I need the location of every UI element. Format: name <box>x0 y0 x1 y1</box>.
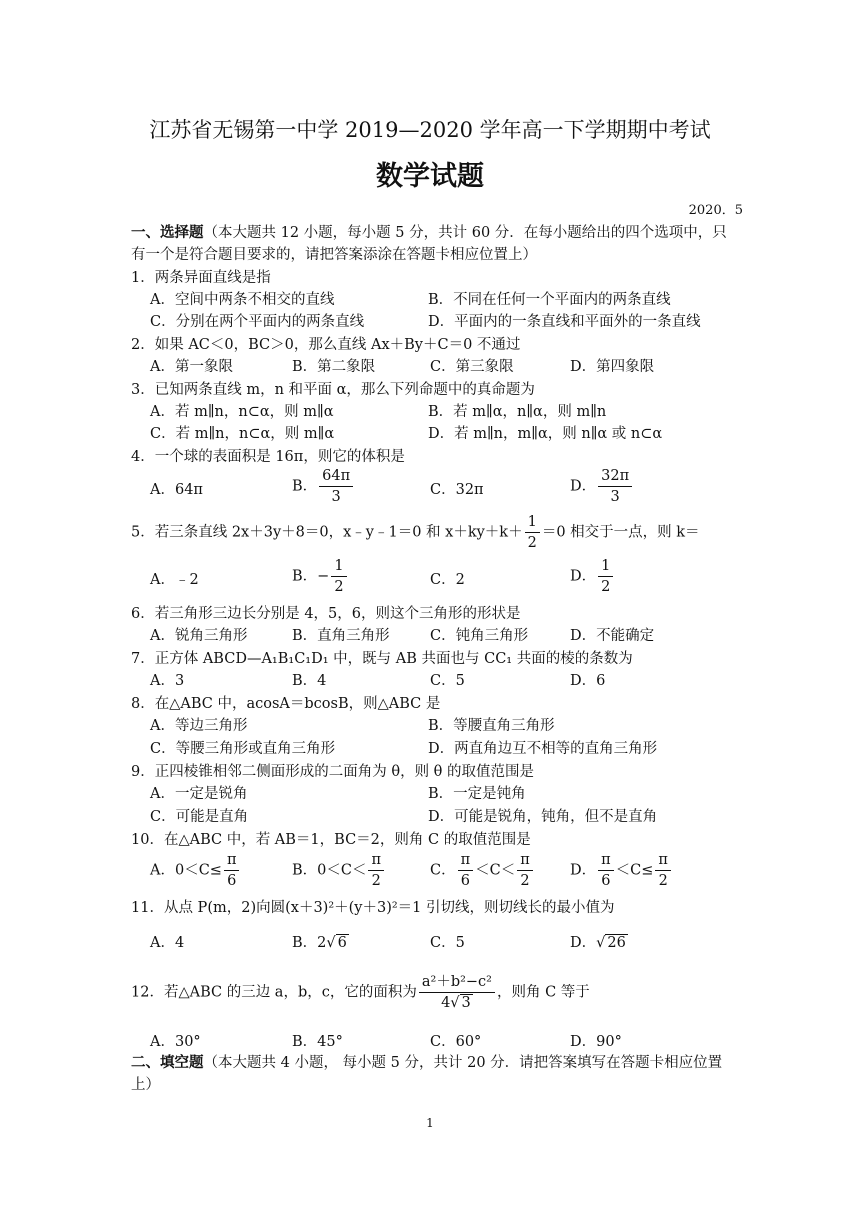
q2-option-b: B．第二象限 <box>292 359 376 375</box>
q7-stem: 7．正方体 ABCD—A₁B₁C₁D₁ 中，既与 AB 共面也与 CC₁ 共面的棱的条数为 <box>131 651 633 667</box>
q4-option-d: D． $\frac{32\pi}{3}$ <box>570 466 634 507</box>
q9-stem: 9．正四棱锥相邻二侧面形成的二面角为 θ，则 θ 的取值范围是 <box>131 764 535 780</box>
q1-option-c: C．分别在两个平面内的两条直线 <box>150 314 365 330</box>
q10-option-a: A．0＜C≤ $\frac{\pi}{6}$ <box>150 850 241 891</box>
q6-stem: 6．若三角形三边长分别是 4，5，6，则这个三角形的形状是 <box>131 606 521 622</box>
q5-option-b: B．− $\frac{1}{2}$ <box>292 556 349 597</box>
q7-option-b: B．4 <box>292 673 327 689</box>
q11-option-a: A．4 <box>150 935 185 951</box>
fraction: $\frac{1}{2}$ <box>598 556 613 597</box>
fraction: $\frac{1}{2}$ <box>331 556 346 597</box>
q10-option-c: C． $\frac{\pi}{6}$ ＜C＜ $\frac{\pi}{2}$ <box>430 850 535 891</box>
fraction: $\frac{\pi}{6}$ <box>598 850 614 891</box>
fraction: $\frac{\text{a²＋b²−c²}}{4√ 3}$ <box>419 972 495 1013</box>
q8-option-c: C．等腰三角形或直角三角形 <box>150 741 336 757</box>
q12-option-c: C．60° <box>430 1034 482 1050</box>
fraction: $\frac{\pi}{6}$ <box>224 850 240 891</box>
q1-option-d: D．平面内的一条直线和平面外的一条直线 <box>428 314 701 330</box>
q11-option-c: C．5 <box>430 935 465 951</box>
fraction: $\frac{\pi}{2}$ <box>368 850 384 891</box>
exam-title: 江苏省无锡第一中学 2019—2020 学年高一下学期期中考试 <box>149 118 711 142</box>
fraction: $\frac{\pi}{2}$ <box>655 850 671 891</box>
q4-option-c: C．32π <box>430 482 484 498</box>
q5-option-d: D． $\frac{1}{2}$ <box>570 556 615 597</box>
q1-stem: 1．两条异面直线是指 <box>131 270 271 286</box>
exam-subtitle: 数学试题 <box>376 161 484 192</box>
page-number: 1 <box>426 1116 434 1130</box>
q12-option-a: A．30° <box>150 1034 201 1050</box>
q6-option-c: C．钝角三角形 <box>430 628 529 644</box>
q3-option-b: B．若 m∥α，n∥α，则 m∥n <box>428 404 607 420</box>
q10-option-d: D． $\frac{\pi}{6}$ ＜C≤ $\frac{\pi}{2}$ <box>570 850 673 891</box>
q12-option-b: B．45° <box>292 1034 343 1050</box>
fraction: $\frac{\pi}{6}$ <box>458 850 474 891</box>
q5-option-c: C．2 <box>430 572 465 588</box>
q6-option-a: A．锐角三角形 <box>150 628 248 644</box>
q9-option-b: B．一定是钝角 <box>428 786 526 802</box>
fraction: $\frac{\pi}{2}$ <box>517 850 533 891</box>
q4-option-b: B． $\frac{64\pi}{3}$ <box>292 466 355 507</box>
section1-instructions <box>131 222 736 266</box>
exam-date: 2020．5 <box>688 203 743 218</box>
q6-option-b: B．直角三角形 <box>292 628 390 644</box>
q2-option-c: C．第三象限 <box>430 359 514 375</box>
section2-desc: （本大题共 4 小题， 每小题 5 分，共计 20 分．请把答案填写在答题卡相应位置上） <box>131 1055 723 1093</box>
q3-option-c: C．若 m∥n，n⊂α，则 m∥α <box>150 426 335 442</box>
q7-option-c: C．5 <box>430 673 465 689</box>
section2-instructions <box>131 1052 736 1096</box>
q4-stem: 4．一个球的表面积是 16π，则它的体积是 <box>131 449 405 465</box>
q2-option-d: D．第四象限 <box>570 359 655 375</box>
q9-option-c: C．可能是直角 <box>150 809 249 825</box>
q11-option-b: B．2√ 6 <box>292 935 347 951</box>
q1-option-b: B．不同在任何一个平面内的两条直线 <box>428 292 671 308</box>
fraction: $\frac{64\pi}{3}$ <box>319 466 353 507</box>
fraction: $\frac{32\pi}{3}$ <box>598 466 632 507</box>
q11-option-d: D．√ 26 <box>570 935 626 951</box>
q3-stem: 3．已知两条直线 m，n 和平面 α，那么下列命题中的真命题为 <box>131 382 535 398</box>
q4-option-a: A．64π <box>150 482 203 498</box>
q9-option-a: A．一定是锐角 <box>150 786 248 802</box>
fraction: $\frac{1}{2}$ <box>525 512 540 553</box>
section2-heading: 二、填空题 <box>131 1054 204 1071</box>
q8-option-b: B．等腰直角三角形 <box>428 718 555 734</box>
q8-option-d: D．两直角边互不相等的直角三角形 <box>428 741 658 757</box>
q8-stem: 8．在△ABC 中，acosA＝bcosB，则△ABC 是 <box>131 696 441 712</box>
q7-option-a: A．3 <box>150 673 185 689</box>
q2-stem: 2．如果 AC＜0，BC＞0，那么直线 Ax＋By＋C＝0 不通过 <box>131 337 521 353</box>
q2-option-a: A．第一象限 <box>150 359 233 375</box>
q11-stem: 11．从点 P(m，2)向圆(x＋3)²＋(y＋3)²＝1 引切线，则切线长的最小值为 <box>131 900 615 916</box>
q3-option-a: A．若 m∥n，n⊂α，则 m∥α <box>150 404 334 420</box>
section1-desc: （本大题共 12 小题，每小题 5 分，共计 60 分．在每小题给出的四个选项中，只有一个是符合题目要求的，请把答案添涂在答题卡相应位置上） <box>131 225 727 263</box>
q7-option-d: D．6 <box>570 673 606 689</box>
q8-option-a: A．等边三角形 <box>150 718 248 734</box>
q1-option-a: A．空间中两条不相交的直线 <box>150 292 335 308</box>
q12-stem: 12．若△ABC 的三边 a，b，c，它的面积为 $\frac{\text{a²＋b²−c²}}{4√ 3}$ ，则角 C 等于 <box>131 974 590 1011</box>
q3-option-d: D．若 m∥n，m∥α，则 n∥α 或 n⊂α <box>428 426 663 442</box>
q12-option-d: D．90° <box>570 1034 622 1050</box>
q9-option-d: D．可能是锐角，钝角，但不是直角 <box>428 809 658 825</box>
q10-option-b: B．0＜C＜ $\frac{\pi}{2}$ <box>292 850 386 891</box>
q5-stem: 5．若三条直线 2x＋3y＋8＝0，x﹣y﹣1＝0 和 x＋ky＋k＋ $\frac{1}{2}$ ＝0 相交于一点，则 k＝ <box>131 514 700 551</box>
q6-option-d: D．不能确定 <box>570 628 655 644</box>
q10-stem: 10．在△ABC 中，若 AB＝1，BC＝2，则角 C 的取值范围是 <box>131 832 531 848</box>
section1-heading: 一、选择题 <box>131 224 204 241</box>
q5-option-a: A．﹣2 <box>150 572 199 588</box>
